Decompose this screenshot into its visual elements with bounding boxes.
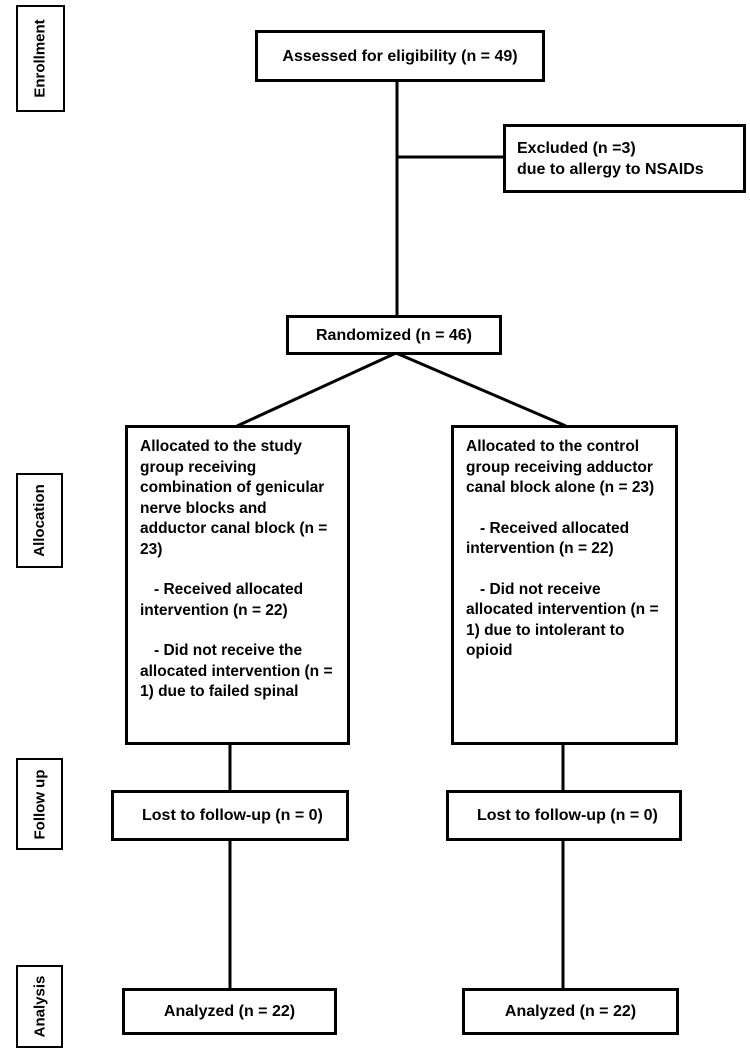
text-line: Allocated to the control group receiving adductor canal block alone (n = 23) — [466, 438, 655, 496]
control-analyzed-box — [462, 988, 679, 1035]
stage-label-analysis — [16, 965, 63, 1048]
control-lost-to-followup-text: Lost to follow-up (n = 0) — [477, 807, 658, 824]
text-line: Allocated to the study group receiving combination of genicular nerve blocks and adductor canal block (n = 23) — [140, 438, 328, 558]
stage-label-analysis-text: Analysis — [31, 975, 49, 1038]
study-analyzed-text: Analyzed (n = 22) — [163, 1003, 296, 1020]
study-group-allocation-box — [125, 425, 350, 745]
line-randomized-to-control — [396, 353, 566, 426]
randomized-text: Randomized (n = 46) — [315, 326, 473, 344]
assessed-for-eligibility-text: Assessed for eligibility (n = 49) — [282, 47, 518, 65]
assessed-for-eligibility-box — [255, 30, 545, 82]
control-lost-to-followup-box — [446, 790, 682, 841]
text-line: - Received allocated intervention (n = 22) — [140, 581, 304, 619]
text-line: - Received allocated intervention (n = 22) — [466, 519, 630, 557]
study-analyzed-box — [122, 988, 337, 1035]
control-analyzed-text: Analyzed (n = 22) — [504, 1003, 637, 1020]
line-randomized-to-study — [237, 353, 396, 426]
stage-label-enrollment — [16, 5, 65, 112]
stage-label-follow-up-text: Follow up — [31, 769, 49, 839]
randomized-box — [286, 315, 502, 355]
text-line: - Did not receive the allocated intervention (n = 1) due to failed spinal — [140, 642, 333, 700]
stage-label-allocation — [16, 473, 63, 568]
study-lost-to-followup-text: Lost to follow-up (n = 0) — [142, 807, 323, 824]
study-lost-to-followup-box — [111, 790, 349, 841]
text-line: - Did not receive allocated intervention (n = 1) due to intolerant to opioid — [466, 580, 659, 659]
text-line: due to allergy to NSAIDs — [517, 160, 704, 178]
control-group-allocation-box — [451, 425, 678, 745]
stage-label-enrollment-text: Enrollment — [32, 19, 49, 98]
stage-label-follow-up — [16, 758, 63, 850]
excluded-box — [503, 124, 746, 193]
stage-label-allocation-text: Allocation — [31, 484, 49, 557]
text-line: Excluded (n =3) — [517, 139, 636, 157]
